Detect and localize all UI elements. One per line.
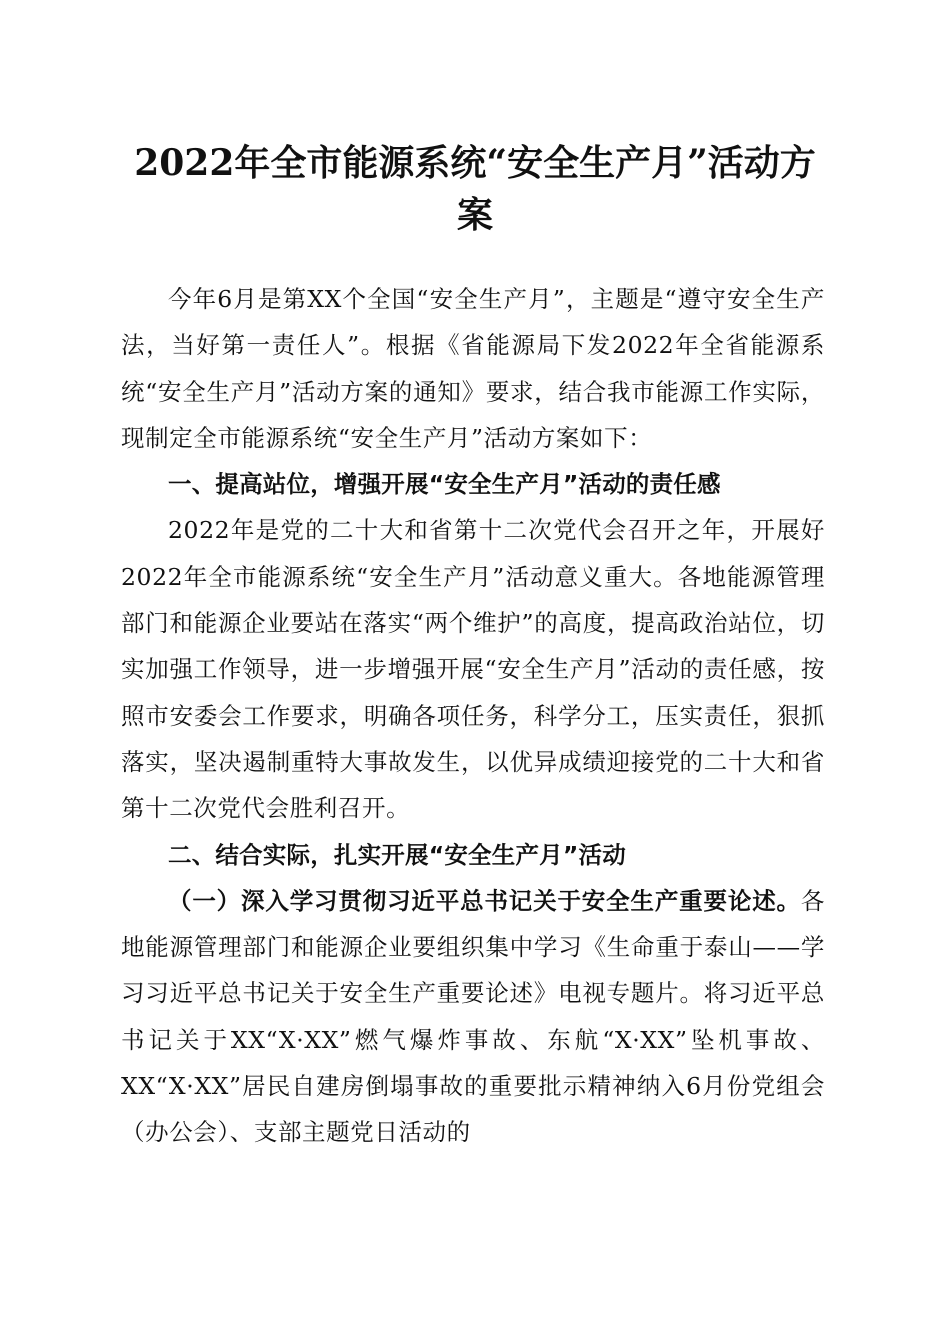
section-heading-2: 二、结合实际，扎实开展“安全生产月”活动 — [168, 840, 626, 869]
subsection-1-lead: （一）深入学习贯彻习近平总书记关于安全生产重要论述。 — [168, 886, 801, 915]
section-1-paragraph: 2022年是党的二十大和省第十二次党代会召开之年，开展好2022年全市能源系统“安全生产月”活动意义重大。各地能源管理部门和能源企业要站在落实“两个维护”的高度，提高政治站位，切实加强工作领导，进一步增强开展“安全生产月”活动的责任感，按照市安委会工作要求，明确各项任务，科学分工，压实责任，狠抓落实，坚决遏制重特大事故发生，以优异成绩迎接党的二十大和省第十二次党代会胜利召开。 — [121, 516, 825, 823]
intro-paragraph: 今年6月是第XX个全国“安全生产月”，主题是“遵守安全生产法，当好第一责任人”。根据《省能源局下发2022年全省能源系统“安全生产月”活动方案的通知》要求，结合我市能源工作实际，现制定全市能源系统“安全生产月”活动方案如下： — [121, 285, 825, 452]
subsection-1-paragraph — [121, 878, 825, 1156]
document-body — [121, 276, 825, 1156]
subsection-1-text: 各地能源管理部门和能源企业要组织集中学习《生命重于泰山——学习习近平总书记关于安全生产重要论述》电视专题片。将习近平总书记关于XX“X·XX”燃气爆炸事故、东航“X·XX”坠机事故、XX“X·XX”居民自建房倒塌事故的重要批示精神纳入6月份党组会（办公会）、支部主题党日活动的 — [121, 886, 825, 1147]
section-heading-1: 一、提高站位，增强开展“安全生产月”活动的责任感 — [168, 470, 721, 499]
document-title: 2022年全市能源系统“安全生产月”活动方案 — [134, 142, 816, 236]
